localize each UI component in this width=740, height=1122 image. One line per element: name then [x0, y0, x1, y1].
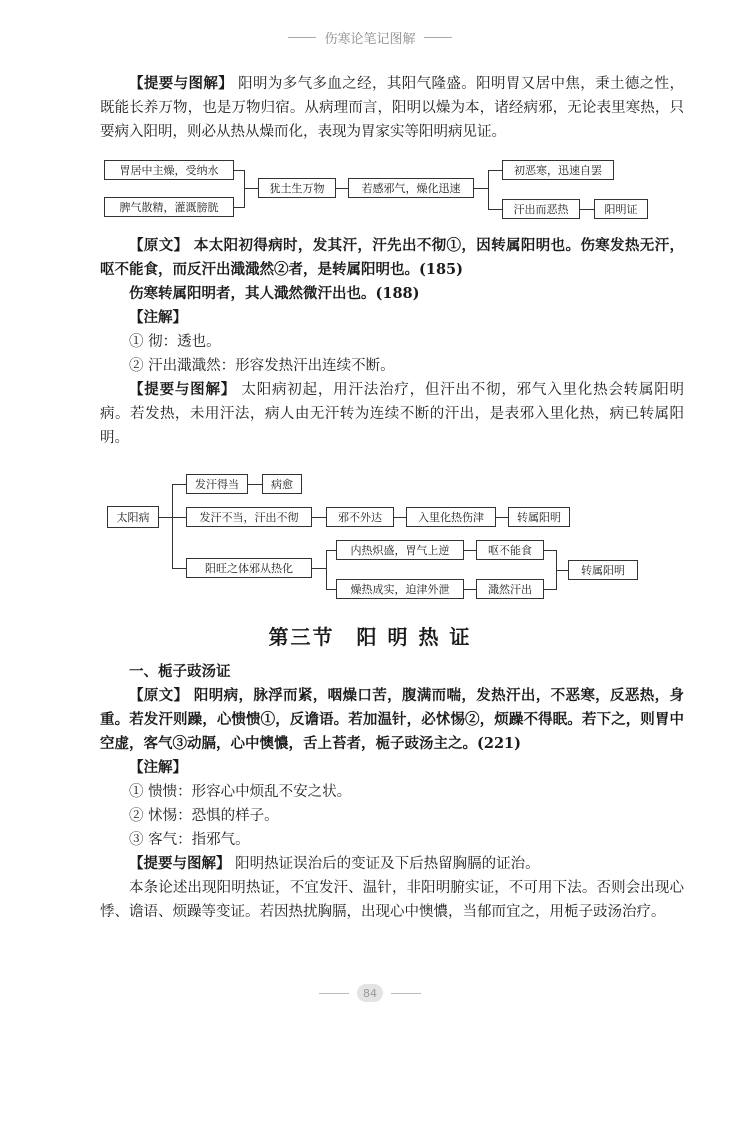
running-header [0, 28, 740, 47]
note-item: ② 汗出濈濈然：形容发热汗出连续不断。 [129, 358, 395, 374]
diagram-box: 内热炽盛，胃气上逆 [336, 540, 464, 560]
subsection-title: 一、栀子豉汤证 [129, 663, 231, 680]
diagram-box: 胃居中主燥，受纳水 [104, 160, 234, 180]
para-label: 【提要与图解】 [129, 75, 234, 92]
diagram-box: 邪不外达 [326, 507, 394, 527]
para-text: 阳明为多气多血之经，其阳气隆盛。阳明胃又居中焦，秉土德之性，既能长养万物，也是万物归宿。从病理而言，阳明以燥为本，诸经病邪，无论表里寒热，只要病入阳明，则必从热从燥而化，表现为胃家实等阳明病见证。 [100, 76, 685, 140]
para-text: 本条论述出现阳明热证，不宜发汗、温针，非阳明腑实证，不可用下法。否则会出现心悸、谵语、烦躁等变证。若因热扰胸膈，出现心中懊憹，当郁而宜之，用栀子豉汤治疗。 [100, 880, 684, 920]
original-body-2: 伤寒转属阳明者，其人濈然微汗出也。(188) [129, 285, 420, 302]
diagram-box: 阳明证 [594, 199, 648, 219]
diagram-box: 犹土生万物 [258, 178, 336, 198]
diagram-box: 发汗不当，汗出不彻 [186, 507, 312, 527]
diagram-box: 濈然汗出 [476, 579, 544, 599]
para-label: 【提要与图解】 [129, 855, 231, 872]
section-body [100, 660, 684, 924]
header-rule-left [288, 37, 316, 38]
diagram-box: 若感邪气，燥化迅速 [348, 178, 474, 198]
note-item: ① 愦愦：形容心中烦乱不安之状。 [129, 784, 352, 800]
diagram-box: 入里化热伤津 [406, 507, 496, 527]
section-title: 第三节 阳 明 热 证 [268, 625, 472, 649]
original-label: 【原文】 [129, 687, 189, 704]
notes-label: 【注解】 [129, 759, 187, 776]
original-body: 本太阳初得病时，发其汗，汗先出不彻①，因转属阳明也。伤寒发热无汗，呕不能食，而反汗出濈濈然②者，是转属阳明也。(185) [100, 237, 684, 278]
intro-paragraph [100, 72, 684, 144]
diagram-box: 脾气散精，灌溉膀胱 [104, 197, 234, 217]
diagram-box: 燥热成实，迫津外泄 [336, 579, 464, 599]
notes-label: 【注解】 [129, 309, 187, 326]
header-rule-right [424, 37, 452, 38]
page-number: 84 [357, 984, 383, 1002]
note-item: ① 彻：透也。 [129, 334, 221, 350]
diagram-box: 转属阳明 [568, 560, 638, 580]
original-body: 阳明病，脉浮而紧，咽燥口苦，腹满而喘，发热汗出，不恶寒，反恶热，身重。若发汗则躁，心愦愦①，反谵语。若加温针，必怵惕②，烦躁不得眠。若下之，则胃中空虚，客气③动膈，心中懊憹，舌上苔者，栀子豉汤主之。(221) [100, 687, 684, 752]
diagram-box: 初恶寒，迅速自罢 [502, 160, 614, 180]
para-text: 太阳病初起，用汗法治疗，但汗出不彻，邪气入里化热会转属阳明病。若发热，未用汗法，病人由无汗转为连续不断的汗出，是表邪入里化热，病已转属阳明。 [100, 382, 685, 446]
diagram-box: 太阳病 [107, 506, 159, 528]
diagram-box: 呕不能食 [476, 540, 544, 560]
original-label: 【原文】 [129, 237, 189, 254]
note-item: ③ 客气：指邪气。 [129, 832, 250, 848]
diagram-box: 汗出而恶热 [502, 199, 580, 219]
diagram-box: 转属阳明 [508, 507, 570, 527]
footer-rule-left [319, 993, 349, 994]
note-item: ② 怵惕：恐惧的样子。 [129, 808, 279, 824]
diagram-box: 发汗得当 [186, 474, 248, 494]
para-label: 【提要与图解】 [129, 381, 237, 398]
diagram-box: 阳旺之体邪从热化 [186, 558, 312, 578]
header-title: 伤寒论笔记图解 [324, 32, 416, 47]
page-footer [0, 984, 740, 1002]
original-text-1 [100, 234, 684, 450]
para-text: 阳明热证误治后的变证及下后热留胸膈的证治。 [235, 856, 540, 872]
footer-rule-right [391, 993, 421, 994]
diagram-box: 病愈 [262, 474, 302, 494]
